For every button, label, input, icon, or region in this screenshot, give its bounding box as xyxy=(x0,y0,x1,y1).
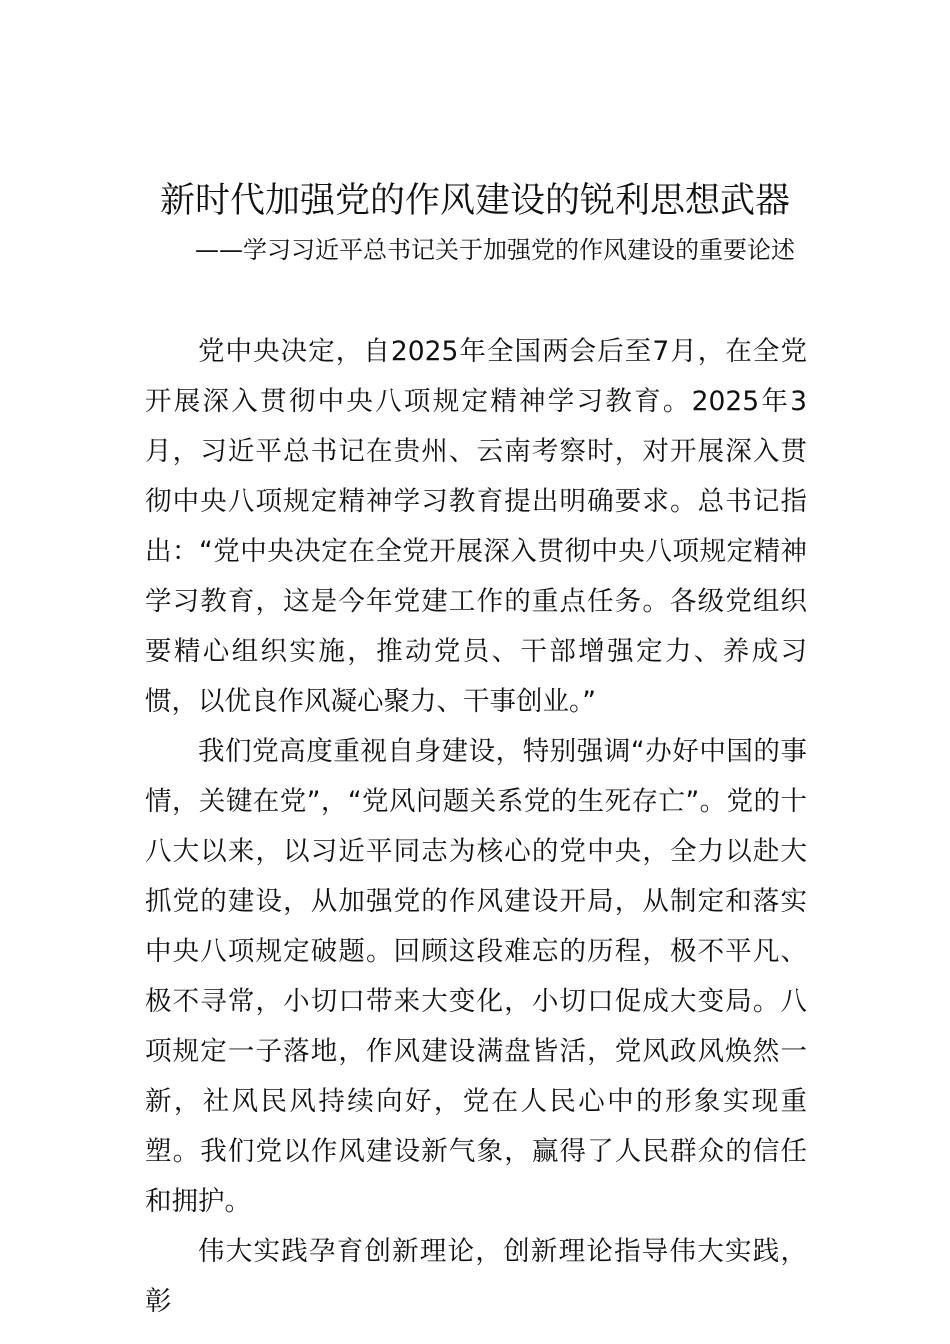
paragraph: 党中央决定，自2025年全国两会后至7月，在全党开展深入贯彻中央八项规定精神学习教育。2025年3月，习近平总书记在贵州、云南考察时，对开展深入贯彻中央八项规定精神学习教育提出明确要求。总书记指出：“党中央决定在全党开展深入贯彻中央八项规定精神学习教育，这是今年党建工作的重点任务。各级党组织要精心组织实施，推动党员、干部增强定力、养成习惯，以优良作风凝心聚力、干事创业。” xyxy=(145,336,807,717)
document-body xyxy=(145,327,807,1327)
paragraph: 伟大实践孕育创新理论，创新理论指导伟大实践，彰 xyxy=(145,1236,807,1317)
document-subtitle: ——学习习近平总书记关于加强党的作风建设的重要论述 xyxy=(195,236,795,264)
document-title: 新时代加强党的作风建设的锐利思想武器 xyxy=(159,181,790,221)
paragraph: 我们党高度重视自身建设，特别强调“办好中国的事情，关键在党”，“党风问题关系党的生死存亡”。党的十八大以来，以习近平同志为核心的党中央，全力以赴大抓党的建设，从加强党的作风建设开局，从制定和落实中央八项规定破题。回顾这段难忘的历程，极不平凡、极不寻常，小切口带来大变化，小切口促成大变局。八项规定一子落地，作风建设满盘皆活，党风政风焕然一新，社风民风持续向好，党在人民心中的形象实现重塑。我们党以作风建设新气象，赢得了人民群众的信任和拥护。 xyxy=(145,736,807,1217)
